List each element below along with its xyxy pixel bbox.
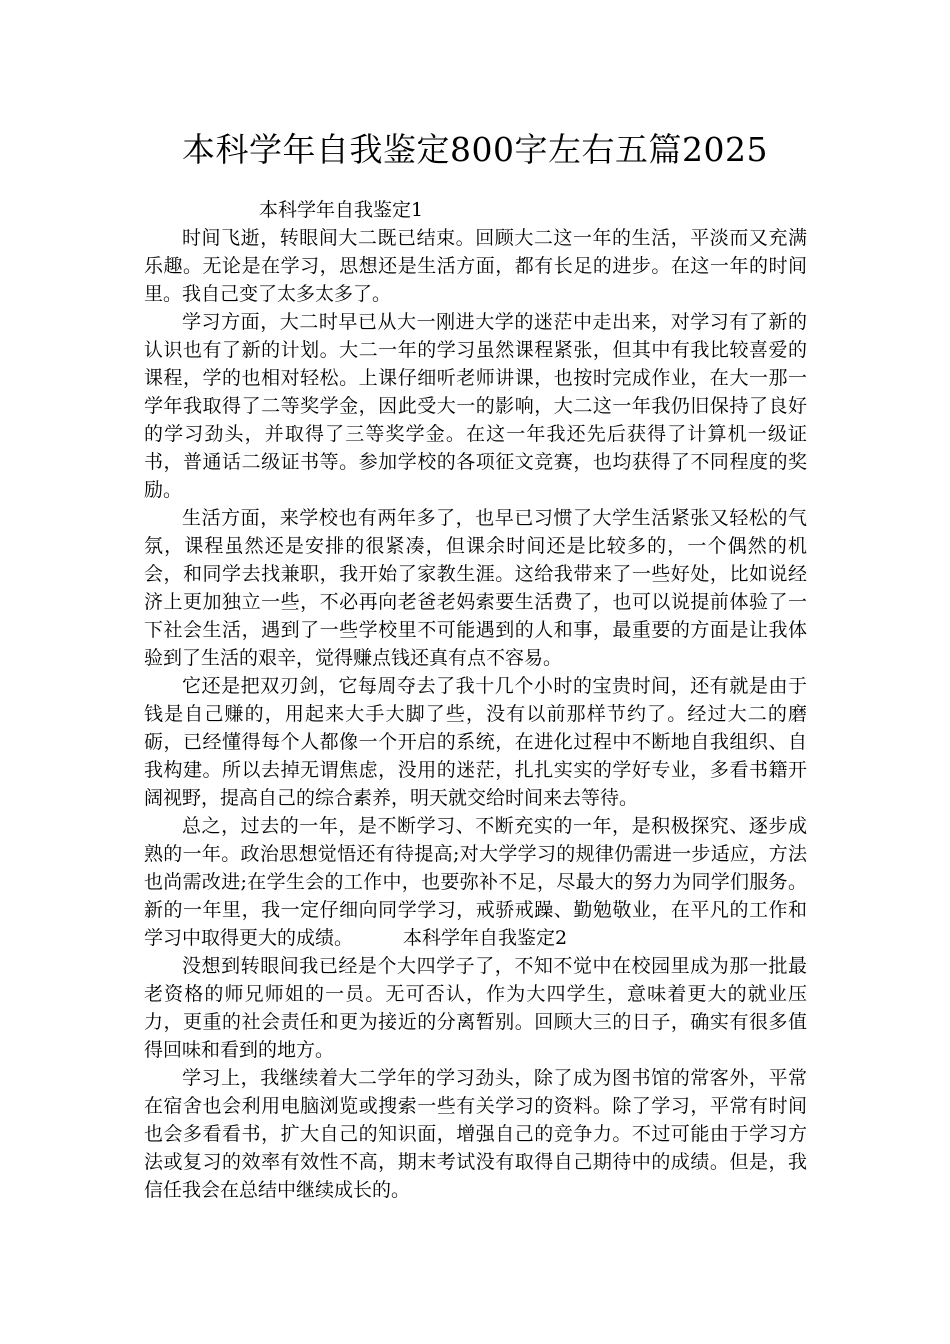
paragraph-4: 它还是把双刃剑，它每周夺去了我十几个小时的宝贵时间，还有就是由于钱是自己赚的，用起来大手大脚了些，没有以前那样节约了。经过大二的磨砺，已经懂得每个人都像一个开启的系统，在进化过程中不断地自我组织、自我构建。所以去掉无谓焦虑，没用的迷茫，扎扎实实的学好专业，多看书籍开阔视野，提高自己的综合素养，明天就交给时间来去等待。 — [144, 675, 807, 809]
document-body — [144, 196, 807, 1204]
document-title: 本科学年自我鉴定800字左右五篇2025 — [182, 130, 768, 169]
paragraph-5 — [144, 812, 807, 952]
paragraph-5-text: 总之，过去的一年，是不断学习、不断充实的一年，是积极探究、逐步成熟的一年。政治思想觉悟还有待提高;对大学学习的规律仍需进一步适应，方法也尚需改进;在学生会的工作中，也要弥补不足，尽最大的努力为同学们服务。新的一年里，我一定仔细向同学学习，戒骄戒躁、勤勉敬业，在平凡的工作和学习中取得更大的成绩。 — [144, 815, 807, 949]
section-heading-2: 本科学年自我鉴定2 — [403, 927, 568, 949]
paragraph-7: 学习上，我继续着大二学年的学习劲头，除了成为图书馆的常客外，平常在宿舍也会利用电脑浏览或搜索一些有关学习的资料。除了学习，平常有时间也会多看看书，扩大自己的知识面，增强自己的竞争力。不过可能由于学习方法或复习的效率有效性不高，期末考试没有取得自己期待中的成绩。但是，我信任我会在总结中继续成长的。 — [144, 1067, 807, 1201]
paragraph-1: 时间飞逝，转眼间大二既已结束。回顾大二这一年的生活，平淡而又充满乐趣。无论是在学习，思想还是生活方面，都有长足的进步。在这一年的时间里。我自己变了太多太多了。 — [144, 227, 807, 305]
section-heading-1: 本科学年自我鉴定1 — [259, 199, 424, 221]
paragraph-6: 没想到转眼间我已经是个大四学子了，不知不觉中在校园里成为那一批最老资格的师兄师姐的一员。无可否认，作为大四学生，意味着更大的就业压力，更重的社会责任和更为接近的分离暂别。回顾大三的日子，确实有很多值得回味和看到的地方。 — [144, 955, 807, 1061]
paragraph-3: 生活方面，来学校也有两年多了，也早已习惯了大学生活紧张又轻松的气氛，课程虽然还是安排的很紧凑，但课余时间还是比较多的，一个偶然的机会，和同学去找兼职，我开始了家教生涯。这给我带来了一些好处，比如说经济上更加独立一些，不必再向老爸老妈索要生活费了，也可以说提前体验了一下社会生活，遇到了一些学校里不可能遇到的人和事，最重要的方面是让我体验到了生活的艰辛，觉得赚点钱还真有点不容易。 — [144, 507, 807, 669]
paragraph-2: 学习方面，大二时早已从大一刚进大学的迷茫中走出来，对学习有了新的认识也有了新的计划。大二一年的学习虽然课程紧张，但其中有我比较喜爱的课程，学的也相对轻松。上课仔细听老师讲课，也按时完成作业，在大一那一学年我取得了二等奖学金，因此受大一的影响，大二这一年我仍旧保持了良好的学习劲头，并取得了三等奖学金。在这一年我还先后获得了计算机一级证书，普通话二级证书等。参加学校的各项征文竞赛，也均获得了不同程度的奖励。 — [144, 311, 807, 501]
